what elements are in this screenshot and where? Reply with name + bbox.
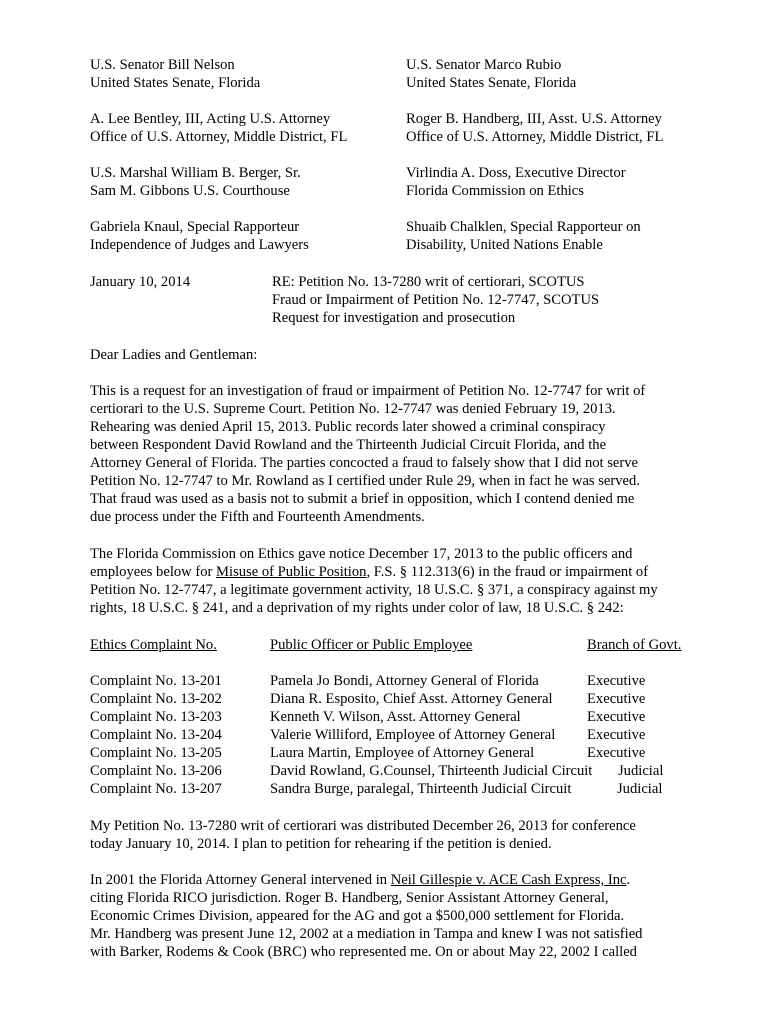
- paragraph-line: Petition No. 12-7747, a legitimate government activity, 18 U.S.C. § 371, a conspiracy against my: [90, 582, 658, 598]
- paragraph-line: That fraud was used as a basis not to submit a brief in opposition, which I contend denied me: [90, 491, 635, 507]
- recipient-4-name: Roger B. Handberg, III, Asst. U.S. Attorney: [406, 111, 662, 127]
- text-span: , F.S. § 112.313(6) in the fraud or impairment of: [366, 564, 649, 580]
- text-span: In 2001 the Florida Attorney General intervened in: [90, 872, 391, 888]
- paragraph-line: [90, 871, 630, 889]
- letter-date: January 10, 2014: [90, 274, 191, 290]
- paragraph-line: citing Florida RICO jurisdiction. Roger B. Handberg, Senior Assistant Attorney General,: [90, 890, 609, 906]
- officer-name: Diana R. Esposito, Chief Asst. Attorney General: [270, 691, 553, 707]
- paragraph-line: Economic Crimes Division, appeared for the AG and got a $500,000 settlement for Florida.: [90, 908, 625, 924]
- branch: Executive: [587, 745, 646, 761]
- paragraph-line: This is a request for an investigation of fraud or impairment of Petition No. 12-7747 for writ of: [90, 383, 646, 399]
- paragraph-line: My Petition No. 13-7280 writ of certiorari was distributed December 26, 2013 for conference: [90, 818, 636, 834]
- case-citation-link[interactable]: Neil Gillespie v. ACE Cash Express, Inc: [390, 872, 627, 888]
- paragraph-line: [90, 563, 648, 581]
- salutation: Dear Ladies and Gentleman:: [90, 347, 258, 363]
- complaint-number: Complaint No. 13-201: [90, 673, 222, 689]
- misuse-of-public-position-link[interactable]: Misuse of Public Position: [216, 564, 367, 580]
- paragraph-line: with Barker, Rodems & Cook (BRC) who represented me. On or about May 22, 2002 I called: [90, 944, 637, 960]
- text-span: .: [626, 872, 631, 888]
- officer-name: Sandra Burge, paralegal, Thirteenth Judicial Circuit: [270, 781, 572, 797]
- header-text: Public Officer or Public Employee: [270, 637, 473, 653]
- recipient-6-name: Virlindia A. Doss, Executive Director: [406, 165, 626, 181]
- recipient-8-name: Shuaib Chalklen, Special Rapporteur on: [406, 219, 641, 235]
- paragraph-line: rights, 18 U.S.C. § 241, and a deprivation of my rights under color of law, 18 U.S.C. § 242:: [90, 600, 624, 616]
- re-line: RE: Petition No. 13-7280 writ of certiorari, SCOTUS: [272, 274, 585, 290]
- re-line: Request for investigation and prosecution: [272, 310, 516, 326]
- recipient-1-name: U.S. Senator Bill Nelson: [90, 57, 235, 73]
- officer-name: Laura Martin, Employee of Attorney General: [270, 745, 535, 761]
- officer-name: Valerie Williford, Employee of Attorney General: [270, 727, 556, 743]
- officer-name: David Rowland, G.Counsel, Thirteenth Judicial Circuit: [270, 763, 593, 779]
- table-header-complaint: [90, 636, 217, 654]
- table-header-officer: [270, 636, 472, 654]
- recipient-1-office: United States Senate, Florida: [90, 75, 261, 91]
- table-header-branch: [587, 636, 681, 654]
- paragraph-line: between Respondent David Rowland and the Thirteenth Judicial Circuit Florida, and the: [90, 437, 607, 453]
- paragraph-line: Attorney General of Florida. The parties concocted a fraud to falsely show that I did not serve: [90, 455, 639, 471]
- recipient-3-name: A. Lee Bentley, III, Acting U.S. Attorney: [90, 111, 331, 127]
- recipient-2-office: United States Senate, Florida: [406, 75, 577, 91]
- recipient-2-name: U.S. Senator Marco Rubio: [406, 57, 562, 73]
- recipient-6-office: Florida Commission on Ethics: [406, 183, 584, 199]
- paragraph-line: Petition No. 12-7747 to Mr. Rowland as I certified under Rule 29, when in fact he was served.: [90, 473, 640, 489]
- recipient-8-office: Disability, United Nations Enable: [406, 237, 603, 253]
- branch: Executive: [587, 673, 646, 689]
- header-text: Ethics Complaint No.: [90, 637, 217, 653]
- officer-name: Kenneth V. Wilson, Asst. Attorney General: [270, 709, 521, 725]
- recipient-5-name: U.S. Marshal William B. Berger, Sr.: [90, 165, 301, 181]
- paragraph-line: certiorari to the U.S. Supreme Court. Petition No. 12-7747 was denied February 19, 2013.: [90, 401, 616, 417]
- branch: Executive: [587, 691, 646, 707]
- complaint-number: Complaint No. 13-206: [90, 763, 222, 779]
- recipient-7-office: Independence of Judges and Lawyers: [90, 237, 309, 253]
- recipient-4-office: Office of U.S. Attorney, Middle District, FL: [406, 129, 664, 145]
- officer-name: Pamela Jo Bondi, Attorney General of Florida: [270, 673, 539, 689]
- paragraph-line: today January 10, 2014. I plan to petition for rehearing if the petition is denied.: [90, 836, 552, 852]
- complaint-number: Complaint No. 13-204: [90, 727, 222, 743]
- branch: Executive: [587, 709, 646, 725]
- complaint-number: Complaint No. 13-205: [90, 745, 222, 761]
- complaint-number: Complaint No. 13-207: [90, 781, 222, 797]
- branch: Judicial: [617, 781, 663, 797]
- text-span: employees below for: [90, 564, 217, 580]
- complaint-number: Complaint No. 13-203: [90, 709, 222, 725]
- recipient-3-office: Office of U.S. Attorney, Middle District, FL: [90, 129, 348, 145]
- recipient-5-office: Sam M. Gibbons U.S. Courthouse: [90, 183, 290, 199]
- paragraph-line: due process under the Fifth and Fourteenth Amendments.: [90, 509, 425, 525]
- paragraph-line: The Florida Commission on Ethics gave notice December 17, 2013 to the public officers and: [90, 546, 633, 562]
- branch: Judicial: [618, 763, 664, 779]
- re-line: Fraud or Impairment of Petition No. 12-7747, SCOTUS: [272, 292, 600, 308]
- complaint-number: Complaint No. 13-202: [90, 691, 222, 707]
- header-text: Branch of Govt.: [587, 637, 682, 653]
- paragraph-line: Rehearing was denied April 15, 2013. Public records later showed a criminal conspiracy: [90, 419, 606, 435]
- recipient-7-name: Gabriela Knaul, Special Rapporteur: [90, 219, 300, 235]
- branch: Executive: [587, 727, 646, 743]
- paragraph-line: Mr. Handberg was present June 12, 2002 at a mediation in Tampa and knew I was not satisfied: [90, 926, 643, 942]
